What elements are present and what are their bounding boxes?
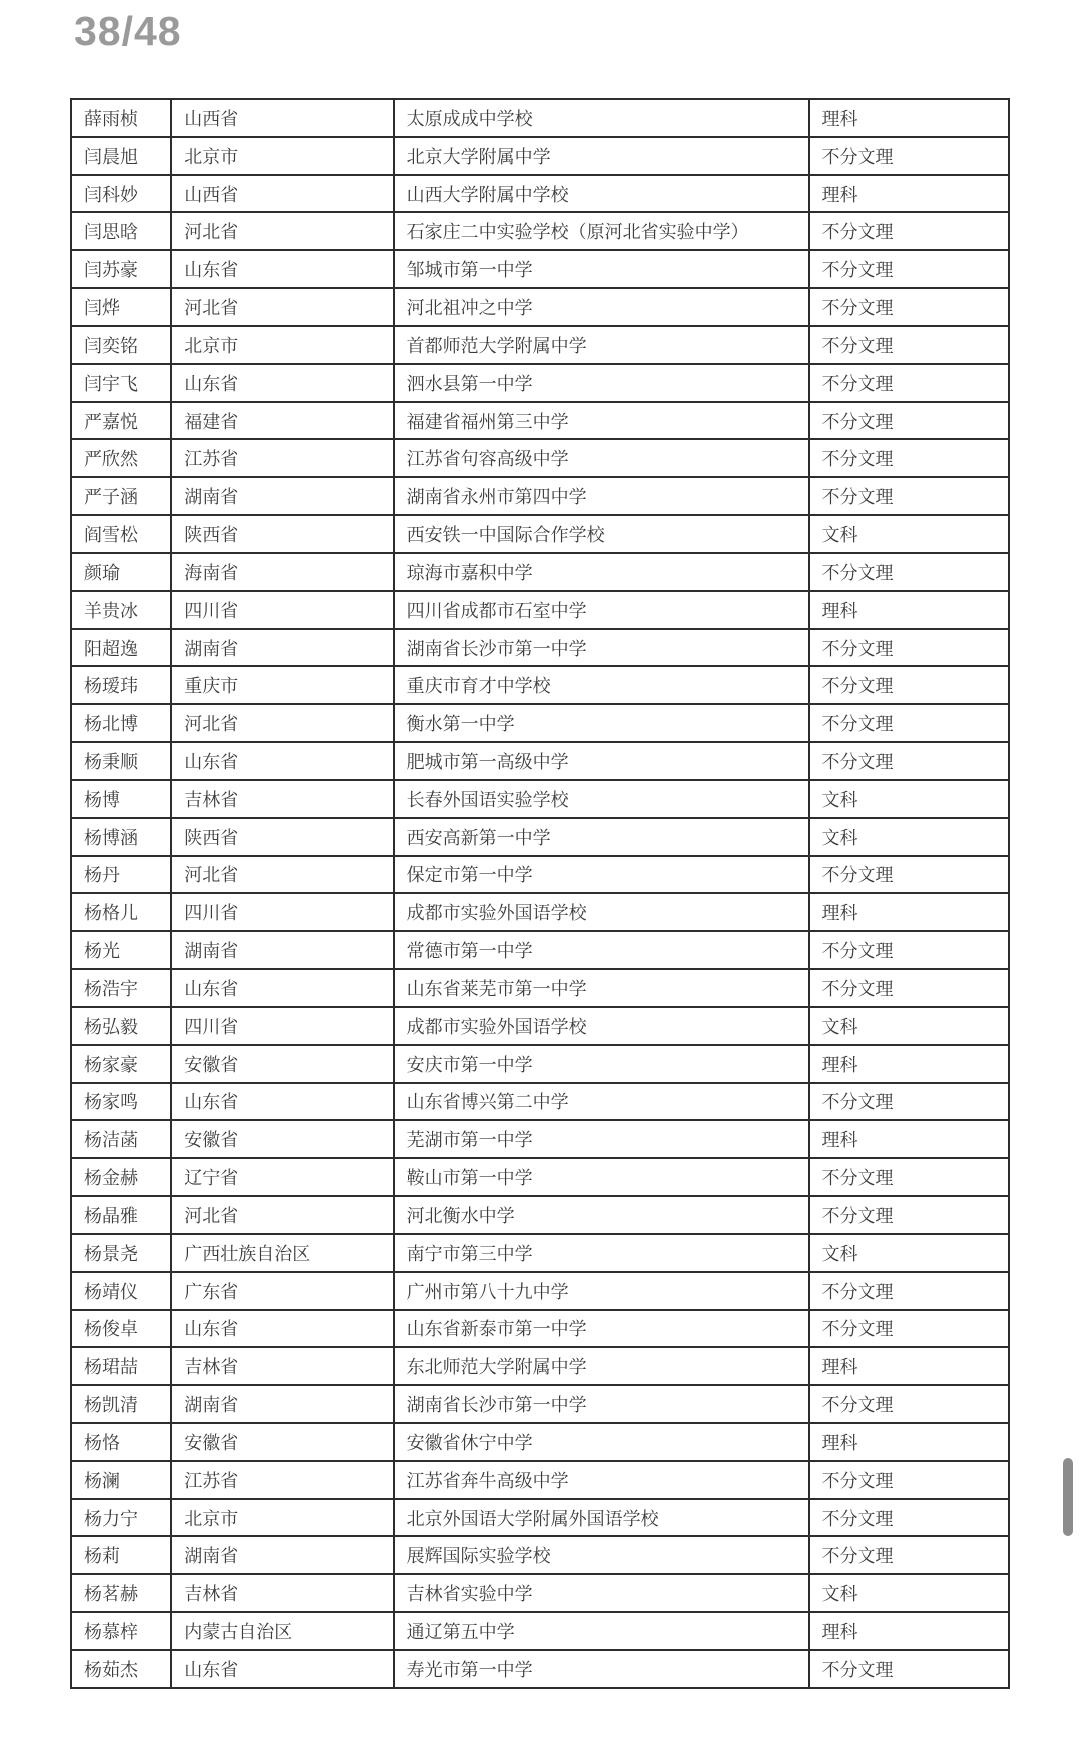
cell-category: 不分文理 bbox=[809, 326, 1009, 364]
cell-category: 不分文理 bbox=[809, 1499, 1009, 1537]
table-row bbox=[71, 856, 1009, 894]
cell-category: 文科 bbox=[809, 1007, 1009, 1045]
cell-school: 福建省福州第三中学 bbox=[394, 402, 809, 440]
cell-category: 不分文理 bbox=[809, 969, 1009, 1007]
cell-name: 阳超逸 bbox=[71, 629, 171, 667]
cell-province: 福建省 bbox=[171, 402, 393, 440]
cell-school: 北京大学附属中学 bbox=[394, 137, 809, 175]
cell-name: 颜瑜 bbox=[71, 553, 171, 591]
table-row bbox=[71, 591, 1009, 629]
cell-province: 山东省 bbox=[171, 1310, 393, 1348]
cell-name: 杨博涵 bbox=[71, 818, 171, 856]
cell-school: 长春外国语实验学校 bbox=[394, 780, 809, 818]
cell-province: 重庆市 bbox=[171, 666, 393, 704]
cell-name: 闫奕铭 bbox=[71, 326, 171, 364]
table-row bbox=[71, 1045, 1009, 1083]
cell-name: 杨家鸣 bbox=[71, 1083, 171, 1121]
cell-category: 不分文理 bbox=[809, 1650, 1009, 1688]
cell-category: 不分文理 bbox=[809, 288, 1009, 326]
table-row bbox=[71, 1385, 1009, 1423]
table-row bbox=[71, 1272, 1009, 1310]
cell-category: 理科 bbox=[809, 1423, 1009, 1461]
cell-province: 安徽省 bbox=[171, 1120, 393, 1158]
table-row bbox=[71, 175, 1009, 213]
cell-name: 杨丹 bbox=[71, 856, 171, 894]
cell-name: 杨茹杰 bbox=[71, 1650, 171, 1688]
table-row bbox=[71, 1120, 1009, 1158]
cell-province: 四川省 bbox=[171, 1007, 393, 1045]
cell-category: 理科 bbox=[809, 175, 1009, 213]
cell-province: 湖南省 bbox=[171, 931, 393, 969]
cell-school: 保定市第一中学 bbox=[394, 856, 809, 894]
cell-category: 文科 bbox=[809, 818, 1009, 856]
table-row bbox=[71, 969, 1009, 1007]
table-row bbox=[71, 1007, 1009, 1045]
cell-province: 吉林省 bbox=[171, 1574, 393, 1612]
cell-school: 邹城市第一中学 bbox=[394, 250, 809, 288]
cell-province: 内蒙古自治区 bbox=[171, 1612, 393, 1650]
cell-school: 安徽省休宁中学 bbox=[394, 1423, 809, 1461]
cell-name: 杨恪 bbox=[71, 1423, 171, 1461]
cell-category: 不分文理 bbox=[809, 250, 1009, 288]
table-row bbox=[71, 1612, 1009, 1650]
cell-name: 闫科妙 bbox=[71, 175, 171, 213]
cell-name: 闫思晗 bbox=[71, 212, 171, 250]
cell-province: 北京市 bbox=[171, 326, 393, 364]
cell-category: 理科 bbox=[809, 1045, 1009, 1083]
cell-province: 吉林省 bbox=[171, 1347, 393, 1385]
cell-school: 湖南省长沙市第一中学 bbox=[394, 1385, 809, 1423]
cell-name: 严嘉悦 bbox=[71, 402, 171, 440]
cell-category: 不分文理 bbox=[809, 1158, 1009, 1196]
cell-school: 常德市第一中学 bbox=[394, 931, 809, 969]
table-row bbox=[71, 1158, 1009, 1196]
table-row bbox=[71, 893, 1009, 931]
cell-category: 文科 bbox=[809, 780, 1009, 818]
cell-province: 山东省 bbox=[171, 250, 393, 288]
table-row bbox=[71, 288, 1009, 326]
table-row bbox=[71, 402, 1009, 440]
cell-category: 文科 bbox=[809, 1234, 1009, 1272]
cell-province: 广西壮族自治区 bbox=[171, 1234, 393, 1272]
cell-province: 辽宁省 bbox=[171, 1158, 393, 1196]
cell-category: 不分文理 bbox=[809, 1385, 1009, 1423]
cell-province: 江苏省 bbox=[171, 1461, 393, 1499]
cell-province: 海南省 bbox=[171, 553, 393, 591]
cell-province: 湖南省 bbox=[171, 629, 393, 667]
cell-category: 不分文理 bbox=[809, 1310, 1009, 1348]
cell-name: 杨珺喆 bbox=[71, 1347, 171, 1385]
cell-province: 河北省 bbox=[171, 704, 393, 742]
cell-province: 河北省 bbox=[171, 1196, 393, 1234]
cell-name: 杨浩宇 bbox=[71, 969, 171, 1007]
cell-province: 陕西省 bbox=[171, 818, 393, 856]
cell-province: 陕西省 bbox=[171, 515, 393, 553]
cell-province: 山东省 bbox=[171, 364, 393, 402]
cell-name: 杨北博 bbox=[71, 704, 171, 742]
cell-name: 杨茗赫 bbox=[71, 1574, 171, 1612]
table-row bbox=[71, 99, 1009, 137]
cell-name: 杨慕梓 bbox=[71, 1612, 171, 1650]
table-row bbox=[71, 742, 1009, 780]
table-row bbox=[71, 439, 1009, 477]
cell-province: 山东省 bbox=[171, 742, 393, 780]
cell-province: 湖南省 bbox=[171, 1536, 393, 1574]
cell-category: 不分文理 bbox=[809, 212, 1009, 250]
cell-school: 北京外国语大学附属外国语学校 bbox=[394, 1499, 809, 1537]
cell-name: 杨莉 bbox=[71, 1536, 171, 1574]
roster-table bbox=[70, 98, 1010, 1689]
cell-province: 四川省 bbox=[171, 591, 393, 629]
cell-school: 寿光市第一中学 bbox=[394, 1650, 809, 1688]
cell-name: 杨靖仪 bbox=[71, 1272, 171, 1310]
cell-name: 薛雨桢 bbox=[71, 99, 171, 137]
cell-province: 湖南省 bbox=[171, 1385, 393, 1423]
cell-category: 不分文理 bbox=[809, 553, 1009, 591]
cell-province: 四川省 bbox=[171, 893, 393, 931]
cell-category: 理科 bbox=[809, 1612, 1009, 1650]
cell-province: 北京市 bbox=[171, 1499, 393, 1537]
cell-category: 不分文理 bbox=[809, 1536, 1009, 1574]
cell-province: 安徽省 bbox=[171, 1423, 393, 1461]
table-row bbox=[71, 1310, 1009, 1348]
cell-province: 北京市 bbox=[171, 137, 393, 175]
cell-category: 不分文理 bbox=[809, 1272, 1009, 1310]
cell-category: 不分文理 bbox=[809, 704, 1009, 742]
cell-province: 安徽省 bbox=[171, 1045, 393, 1083]
cell-category: 理科 bbox=[809, 1120, 1009, 1158]
cell-school: 湖南省永州市第四中学 bbox=[394, 477, 809, 515]
cell-name: 阎雪松 bbox=[71, 515, 171, 553]
table-row bbox=[71, 1650, 1009, 1688]
cell-province: 山西省 bbox=[171, 175, 393, 213]
cell-name: 严子涵 bbox=[71, 477, 171, 515]
cell-name: 杨晶雅 bbox=[71, 1196, 171, 1234]
cell-name: 杨凯清 bbox=[71, 1385, 171, 1423]
cell-name: 闫苏豪 bbox=[71, 250, 171, 288]
cell-name: 杨力宁 bbox=[71, 1499, 171, 1537]
cell-name: 杨秉顺 bbox=[71, 742, 171, 780]
cell-province: 山东省 bbox=[171, 1650, 393, 1688]
cell-name: 杨光 bbox=[71, 931, 171, 969]
table-row bbox=[71, 1536, 1009, 1574]
cell-name: 闫宇飞 bbox=[71, 364, 171, 402]
cell-school: 山西大学附属中学校 bbox=[394, 175, 809, 213]
cell-category: 不分文理 bbox=[809, 629, 1009, 667]
cell-school: 西安高新第一中学 bbox=[394, 818, 809, 856]
cell-name: 杨弘毅 bbox=[71, 1007, 171, 1045]
cell-school: 琼海市嘉积中学 bbox=[394, 553, 809, 591]
cell-category: 不分文理 bbox=[809, 439, 1009, 477]
cell-school: 河北祖冲之中学 bbox=[394, 288, 809, 326]
table-row bbox=[71, 1499, 1009, 1537]
roster-table-body bbox=[71, 99, 1009, 1688]
table-row bbox=[71, 1234, 1009, 1272]
cell-school: 衡水第一中学 bbox=[394, 704, 809, 742]
page-indicator: 38/48 bbox=[74, 8, 182, 54]
cell-school: 芜湖市第一中学 bbox=[394, 1120, 809, 1158]
cell-school: 重庆市育才中学校 bbox=[394, 666, 809, 704]
cell-name: 闫烨 bbox=[71, 288, 171, 326]
cell-name: 羊贵冰 bbox=[71, 591, 171, 629]
cell-category: 不分文理 bbox=[809, 1461, 1009, 1499]
cell-name: 杨景尧 bbox=[71, 1234, 171, 1272]
cell-school: 江苏省奔牛高级中学 bbox=[394, 1461, 809, 1499]
table-row bbox=[71, 515, 1009, 553]
table-row bbox=[71, 364, 1009, 402]
cell-school: 肥城市第一高级中学 bbox=[394, 742, 809, 780]
table-row bbox=[71, 477, 1009, 515]
cell-school: 成都市实验外国语学校 bbox=[394, 893, 809, 931]
cell-category: 不分文理 bbox=[809, 137, 1009, 175]
cell-province: 湖南省 bbox=[171, 477, 393, 515]
cell-school: 山东省博兴第二中学 bbox=[394, 1083, 809, 1121]
cell-province: 山东省 bbox=[171, 969, 393, 1007]
cell-school: 河北衡水中学 bbox=[394, 1196, 809, 1234]
cell-school: 湖南省长沙市第一中学 bbox=[394, 629, 809, 667]
cell-category: 不分文理 bbox=[809, 477, 1009, 515]
table-row bbox=[71, 1574, 1009, 1612]
cell-school: 山东省莱芜市第一中学 bbox=[394, 969, 809, 1007]
cell-category: 不分文理 bbox=[809, 666, 1009, 704]
cell-name: 杨博 bbox=[71, 780, 171, 818]
cell-category: 文科 bbox=[809, 1574, 1009, 1612]
cell-school: 石家庄二中实验学校（原河北省实验中学） bbox=[394, 212, 809, 250]
table-row bbox=[71, 666, 1009, 704]
cell-category: 理科 bbox=[809, 893, 1009, 931]
table-row bbox=[71, 629, 1009, 667]
cell-province: 山西省 bbox=[171, 99, 393, 137]
table-row bbox=[71, 704, 1009, 742]
cell-school: 东北师范大学附属中学 bbox=[394, 1347, 809, 1385]
table-row bbox=[71, 1461, 1009, 1499]
cell-school: 山东省新泰市第一中学 bbox=[394, 1310, 809, 1348]
table-row bbox=[71, 931, 1009, 969]
table-row bbox=[71, 1423, 1009, 1461]
cell-school: 太原成成中学校 bbox=[394, 99, 809, 137]
cell-school: 南宁市第三中学 bbox=[394, 1234, 809, 1272]
cell-province: 河北省 bbox=[171, 856, 393, 894]
cell-name: 杨瑷玮 bbox=[71, 666, 171, 704]
cell-school: 吉林省实验中学 bbox=[394, 1574, 809, 1612]
cell-category: 不分文理 bbox=[809, 364, 1009, 402]
table-row bbox=[71, 1196, 1009, 1234]
cell-name: 杨澜 bbox=[71, 1461, 171, 1499]
cell-province: 广东省 bbox=[171, 1272, 393, 1310]
scrollbar-thumb[interactable] bbox=[1063, 1458, 1073, 1536]
cell-name: 杨洁菡 bbox=[71, 1120, 171, 1158]
cell-category: 不分文理 bbox=[809, 742, 1009, 780]
cell-school: 广州市第八十九中学 bbox=[394, 1272, 809, 1310]
cell-school: 成都市实验外国语学校 bbox=[394, 1007, 809, 1045]
table-row bbox=[71, 553, 1009, 591]
table-row bbox=[71, 137, 1009, 175]
cell-category: 文科 bbox=[809, 515, 1009, 553]
table-row bbox=[71, 212, 1009, 250]
table-row bbox=[71, 1083, 1009, 1121]
cell-name: 杨格儿 bbox=[71, 893, 171, 931]
cell-school: 四川省成都市石室中学 bbox=[394, 591, 809, 629]
cell-category: 不分文理 bbox=[809, 856, 1009, 894]
table-row bbox=[71, 818, 1009, 856]
cell-school: 展辉国际实验学校 bbox=[394, 1536, 809, 1574]
table-row bbox=[71, 1347, 1009, 1385]
cell-province: 江苏省 bbox=[171, 439, 393, 477]
table-row bbox=[71, 326, 1009, 364]
cell-category: 不分文理 bbox=[809, 402, 1009, 440]
cell-province: 河北省 bbox=[171, 288, 393, 326]
cell-school: 首都师范大学附属中学 bbox=[394, 326, 809, 364]
cell-school: 安庆市第一中学 bbox=[394, 1045, 809, 1083]
cell-school: 鞍山市第一中学 bbox=[394, 1158, 809, 1196]
cell-name: 严欣然 bbox=[71, 439, 171, 477]
cell-name: 杨俊卓 bbox=[71, 1310, 171, 1348]
cell-name: 杨金赫 bbox=[71, 1158, 171, 1196]
cell-name: 杨家豪 bbox=[71, 1045, 171, 1083]
table-row bbox=[71, 780, 1009, 818]
cell-school: 泗水县第一中学 bbox=[394, 364, 809, 402]
cell-category: 理科 bbox=[809, 1347, 1009, 1385]
cell-name: 闫晨旭 bbox=[71, 137, 171, 175]
cell-category: 不分文理 bbox=[809, 931, 1009, 969]
cell-school: 通辽第五中学 bbox=[394, 1612, 809, 1650]
cell-school: 江苏省句容高级中学 bbox=[394, 439, 809, 477]
cell-province: 吉林省 bbox=[171, 780, 393, 818]
cell-category: 理科 bbox=[809, 99, 1009, 137]
table-row bbox=[71, 250, 1009, 288]
cell-category: 理科 bbox=[809, 591, 1009, 629]
cell-category: 不分文理 bbox=[809, 1083, 1009, 1121]
cell-category: 不分文理 bbox=[809, 1196, 1009, 1234]
cell-province: 山东省 bbox=[171, 1083, 393, 1121]
cell-school: 西安铁一中国际合作学校 bbox=[394, 515, 809, 553]
cell-province: 河北省 bbox=[171, 212, 393, 250]
